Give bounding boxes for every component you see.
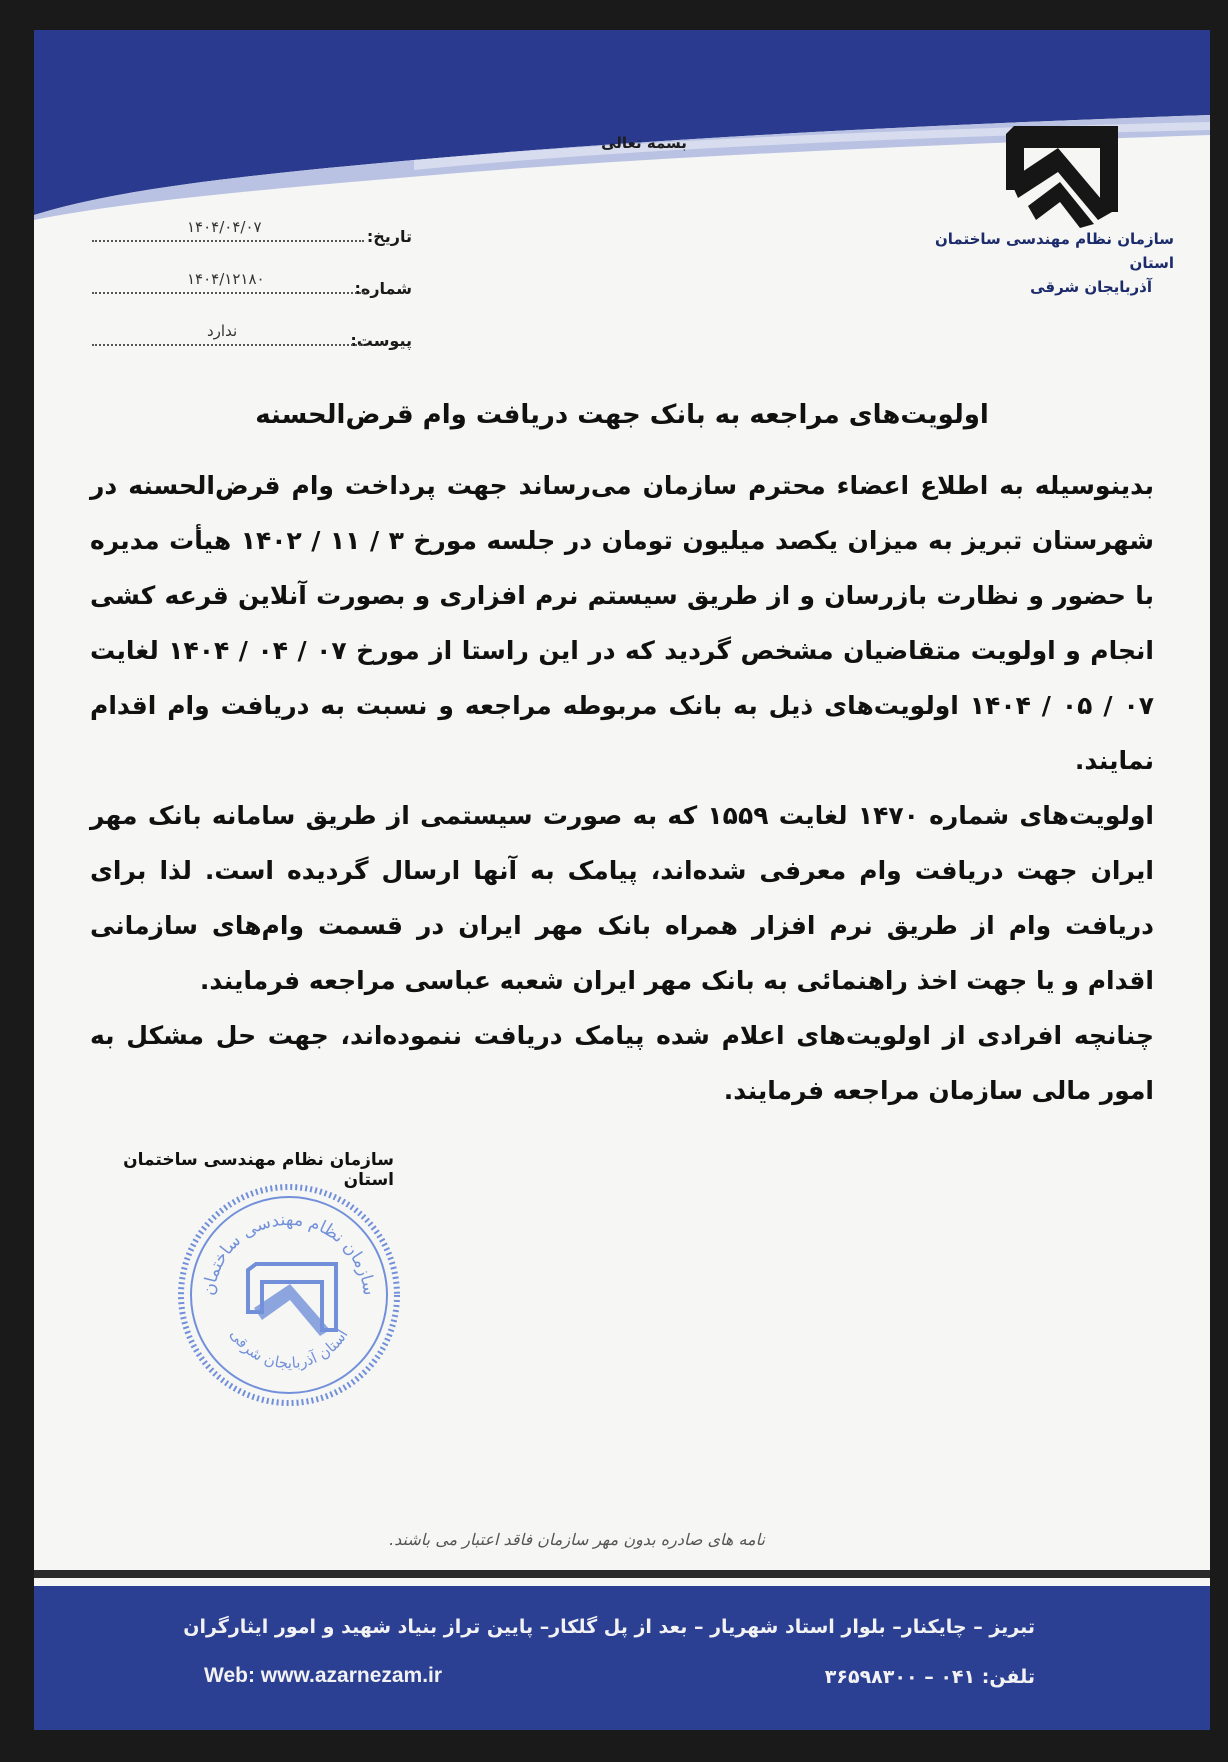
org-name-line2: آذربایجان شرقی xyxy=(1030,278,1152,296)
footer-web: Web: www.azarnezam.ir xyxy=(204,1664,443,1687)
number-row xyxy=(92,252,412,304)
stamp-text-top: سازمان نظام مهندسی ساختمان xyxy=(198,1209,380,1297)
signature-org: سازمان نظام مهندسی ساختمان استان xyxy=(123,1150,394,1190)
number-value: ۱۴۰۴/۱۲۱۸۰ xyxy=(187,270,265,288)
paragraph-2: اولویت‌های شماره ۱۴۷۰ لغایت ۱۵۵۹ که به صورت سیستمی از طریق سامانه بانک مهر ایران جهت دریافت وام معرفی شده‌اند، پیامک به آنها ارسال گردیده است. لذا برای دریافت وام از طریق نرم افزار همراه بانک مهر ایران در قسمت وام‌های سازمانی اقدام و یا جهت اخذ راهنمائی به بانک مهر ایران شعبه عباسی مراجعه فرمایند. xyxy=(90,801,1154,995)
footer-divider xyxy=(34,1570,1210,1578)
date-value: ۱۴۰۴/۰۴/۰۷ xyxy=(187,218,262,236)
paragraph-1: بدینوسیله به اطلاع اعضاء محترم سازمان می‌رساند جهت پرداخت وام قرض‌الحسنه در شهرستان تبریز به میزان یکصد میلیون تومان در جلسه مورخ ۳ / ۱۱ / ۱۴۰۲ هیأت مدیره با حضور و نظارت بازرسان و از طریق سیستم نرم افزاری و بصورت آنلاین قرعه کشی انجام و اولویت متقاضیان مشخص گردید که در این راستا از مورخ ۰۷ / ۰۴ / ۱۴۰۴ لغایت ۰۷ / ۰۵ / ۱۴۰۴ اولویت‌های ذیل به بانک مربوطه مراجعه و نسبت به دریافت وام اقدام نمایند. xyxy=(90,471,1154,775)
stamp-text-bottom: استان آذربایجان شرقی xyxy=(226,1325,352,1373)
number-label: شماره: xyxy=(354,279,412,298)
basmala: بسمه تعالی xyxy=(601,134,687,152)
org-stamp xyxy=(174,1180,404,1410)
svg-text:استان آذربایجان شرقی xyxy=(226,1326,351,1372)
attachment-line xyxy=(92,344,364,346)
letter-page xyxy=(34,30,1210,1730)
date-line xyxy=(92,240,364,242)
date-label: تاریخ: xyxy=(366,227,412,246)
stamp-logo-icon xyxy=(248,1264,336,1336)
date-row xyxy=(92,200,412,252)
org-name-line1: سازمان نظام مهندسی ساختمان استان xyxy=(935,230,1174,272)
attachment-label: پیوست: xyxy=(350,331,412,350)
footer xyxy=(34,1586,1210,1730)
validity-notice: نامه های صادره بدون مهر سازمان فاقد اعتبار می باشند. xyxy=(389,1530,765,1549)
org-name xyxy=(914,227,1174,299)
paragraph-3: چنانچه افرادی از اولویت‌های اعلام شده پیامک دریافت ننموده‌اند، جهت حل مشکل به امور مالی سازمان مراجعه فرمایند. xyxy=(90,1021,1154,1105)
footer-phone: تلفن: ۰۴۱ – ۳۶۵۹۸۳۰۰ xyxy=(824,1666,1035,1688)
org-logo xyxy=(1000,120,1124,228)
letter-meta xyxy=(92,200,412,356)
letter-body xyxy=(90,458,1154,1118)
attachment-value: ندارد xyxy=(207,322,238,340)
letter-title: اولویت‌های مراجعه به بانک جهت دریافت وام قرض‌الحسنه xyxy=(255,400,989,430)
number-line xyxy=(92,292,364,294)
footer-address: تبریز – چایکنار– بلوار استاد شهریار – بعد از پل گلکار– پایین تراز بنیاد شهید و امور ایثارگران xyxy=(183,1616,1035,1638)
attachment-row xyxy=(92,304,412,356)
